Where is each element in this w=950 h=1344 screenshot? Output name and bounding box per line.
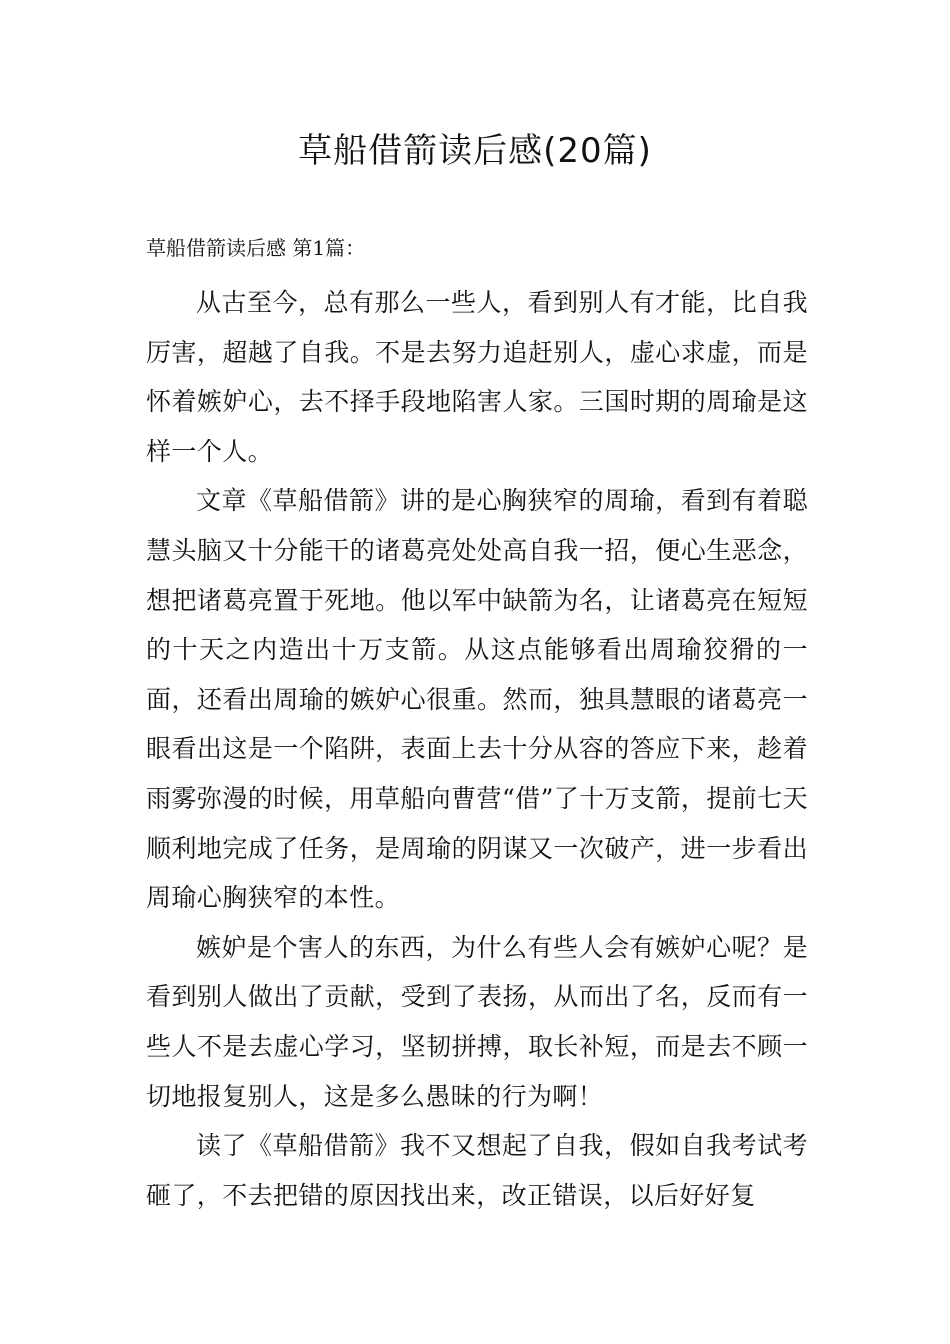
paragraph-3: 嫉妒是个害人的东西，为什么有些人会有嫉妒心呢？是看到别人做出了贡献，受到了表扬，从而出了名，反而有一些人不是去虚心学习，坚韧拼搏，取长补短，而是去不顾一切地报复别人，这是多么愚昧的行为啊！ [146,932,808,1111]
document-title: 草船借箭读后感(20篇) [298,131,652,171]
paragraph-1: 从古至今，总有那么一些人，看到别人有才能，比自我厉害，超越了自我。不是去努力追赶别人，虚心求虚，而是怀着嫉妒心，去不择手段地陷害人家。三国时期的周瑜是这样一个人。 [146,288,808,466]
document-body [146,278,808,1220]
paragraph-4: 读了《草船借箭》我不又想起了自我，假如自我考试考砸了，不去把错的原因找出来，改正错误，以后好好复 [146,1131,808,1210]
paragraph-2: 文章《草船借箭》讲的是心胸狭窄的周瑜，看到有着聪慧头脑又十分能干的诸葛亮处处高自我一招，便心生恶念，想把诸葛亮置于死地。他以军中缺箭为名，让诸葛亮在短短的十天之内造出十万支箭。从这点能够看出周瑜狡猾的一面，还看出周瑜的嫉妒心很重。然而，独具慧眼的诸葛亮一眼看出这是一个陷阱，表面上去十分从容的答应下来，趁着雨雾弥漫的时候，用草船向曹营“借”了十万支箭，提前七天顺利地完成了任务，是周瑜的阴谋又一次破产，进一步看出周瑜心胸狭窄的本性。 [146,486,808,913]
section-heading: 草船借箭读后感 第1篇： [146,236,366,260]
